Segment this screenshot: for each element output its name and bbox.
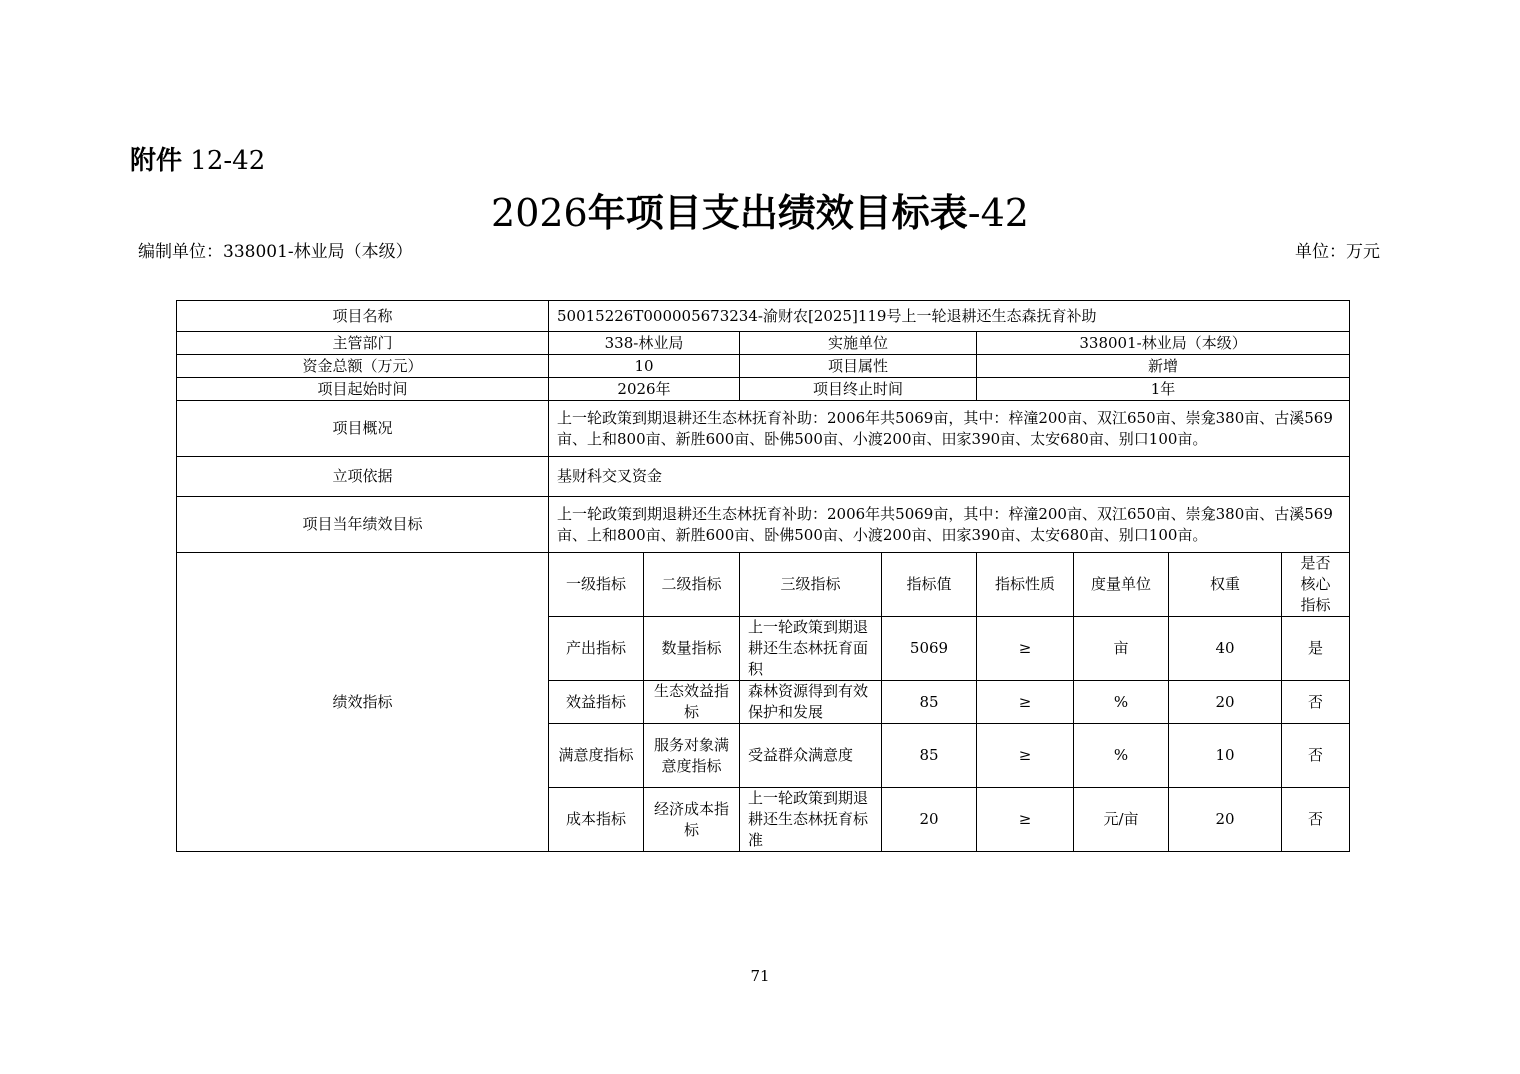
unit-cell: % bbox=[1074, 681, 1169, 724]
overview-label: 项目概况 bbox=[177, 401, 549, 457]
impl-value: 338001-林业局（本级） bbox=[977, 332, 1350, 355]
basis-value: 基财科交叉资金 bbox=[549, 457, 1350, 497]
core-cell: 否 bbox=[1282, 724, 1350, 788]
core-cell: 否 bbox=[1282, 681, 1350, 724]
header-value: 指标值 bbox=[882, 553, 977, 617]
title-main: 年项目支出绩效目标表 bbox=[587, 191, 968, 235]
level2-cell: 数量指标 bbox=[644, 617, 740, 681]
nature-cell: ≥ bbox=[977, 788, 1074, 852]
table-row bbox=[177, 301, 1350, 332]
page-number: 71 bbox=[750, 967, 770, 985]
weight-cell: 20 bbox=[1169, 788, 1282, 852]
level1-cell: 成本指标 bbox=[549, 788, 644, 852]
header-level3: 三级指标 bbox=[740, 553, 882, 617]
weight-cell: 40 bbox=[1169, 617, 1282, 681]
level3-cell: 上一轮政策到期退耕还生态林抚育面积 bbox=[740, 617, 882, 681]
level2-cell: 服务对象满意度指标 bbox=[644, 724, 740, 788]
overview-value: 上一轮政策到期退耕还生态林抚育补助：2006年共5069亩，其中：梓潼200亩、双江650亩、崇龛380亩、古溪569亩、上和800亩、新胜600亩、卧佛500亩、小渡200亩、田家390亩、太安680亩、别口100亩。 bbox=[549, 401, 1350, 457]
table-row bbox=[177, 497, 1350, 553]
table-row bbox=[177, 332, 1350, 355]
basis-label: 立项依据 bbox=[177, 457, 549, 497]
unit-cell: % bbox=[1074, 724, 1169, 788]
nature-cell: ≥ bbox=[977, 724, 1074, 788]
weight-cell: 20 bbox=[1169, 681, 1282, 724]
header-unit: 度量单位 bbox=[1074, 553, 1169, 617]
currency-unit: 单位：万元 bbox=[1295, 242, 1380, 262]
indicator-header-row bbox=[177, 553, 1350, 617]
title-year: 2026 bbox=[491, 191, 588, 235]
level1-cell: 产出指标 bbox=[549, 617, 644, 681]
project-name-label: 项目名称 bbox=[177, 301, 549, 332]
value-cell: 5069 bbox=[882, 617, 977, 681]
unit-cell: 元/亩 bbox=[1074, 788, 1169, 852]
table-row bbox=[177, 457, 1350, 497]
attr-label: 项目属性 bbox=[740, 355, 977, 378]
header-level2: 二级指标 bbox=[644, 553, 740, 617]
compiling-unit: 编制单位：338001-林业局（本级） bbox=[138, 242, 413, 262]
performance-table bbox=[176, 300, 1350, 852]
goal-value: 上一轮政策到期退耕还生态林抚育补助：2006年共5069亩，其中：梓潼200亩、双江650亩、崇龛380亩、古溪569亩、上和800亩、新胜600亩、卧佛500亩、小渡200亩、田家390亩、太安680亩、别口100亩。 bbox=[549, 497, 1350, 553]
header-nature: 指标性质 bbox=[977, 553, 1074, 617]
table-row bbox=[177, 355, 1350, 378]
table-row bbox=[177, 401, 1350, 457]
impl-label: 实施单位 bbox=[740, 332, 977, 355]
dept-label: 主管部门 bbox=[177, 332, 549, 355]
project-name-value: 50015226T000005673234-渝财农[2025]119号上一轮退耕还生态森抚育补助 bbox=[549, 301, 1350, 332]
attachment-label bbox=[130, 144, 265, 178]
fund-value: 10 bbox=[549, 355, 740, 378]
end-value: 1年 bbox=[977, 378, 1350, 401]
table-row bbox=[177, 378, 1350, 401]
start-value: 2026年 bbox=[549, 378, 740, 401]
value-cell: 85 bbox=[882, 681, 977, 724]
page-title bbox=[0, 188, 1520, 238]
unit-cell: 亩 bbox=[1074, 617, 1169, 681]
header-weight: 权重 bbox=[1169, 553, 1282, 617]
level1-cell: 满意度指标 bbox=[549, 724, 644, 788]
level2-cell: 生态效益指标 bbox=[644, 681, 740, 724]
weight-cell: 10 bbox=[1169, 724, 1282, 788]
header-core: 是否核心指标 bbox=[1282, 553, 1350, 617]
level2-cell: 经济成本指标 bbox=[644, 788, 740, 852]
attachment-number: 12-42 bbox=[190, 146, 266, 176]
fund-label: 资金总额（万元） bbox=[177, 355, 549, 378]
level3-cell: 森林资源得到有效保护和发展 bbox=[740, 681, 882, 724]
end-label: 项目终止时间 bbox=[740, 378, 977, 401]
goal-label: 项目当年绩效目标 bbox=[177, 497, 549, 553]
core-cell: 是 bbox=[1282, 617, 1350, 681]
header-level1: 一级指标 bbox=[549, 553, 644, 617]
nature-cell: ≥ bbox=[977, 681, 1074, 724]
nature-cell: ≥ bbox=[977, 617, 1074, 681]
value-cell: 20 bbox=[882, 788, 977, 852]
attr-value: 新增 bbox=[977, 355, 1350, 378]
title-suffix: -42 bbox=[967, 191, 1029, 235]
core-cell: 否 bbox=[1282, 788, 1350, 852]
attachment-word: 附件 bbox=[130, 146, 183, 176]
level3-cell: 上一轮政策到期退耕还生态林抚育标准 bbox=[740, 788, 882, 852]
level1-cell: 效益指标 bbox=[549, 681, 644, 724]
level3-cell: 受益群众满意度 bbox=[740, 724, 882, 788]
dept-value: 338-林业局 bbox=[549, 332, 740, 355]
start-label: 项目起始时间 bbox=[177, 378, 549, 401]
value-cell: 85 bbox=[882, 724, 977, 788]
indicators-section-label: 绩效指标 bbox=[177, 553, 549, 852]
